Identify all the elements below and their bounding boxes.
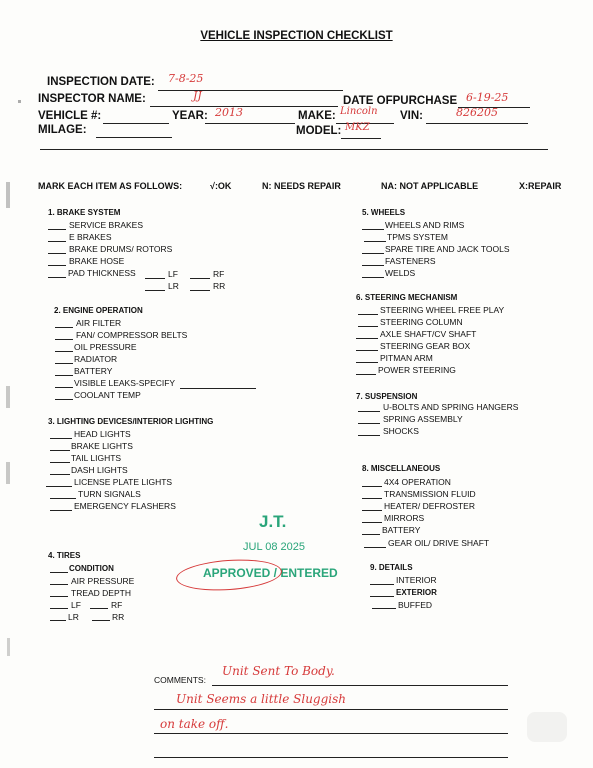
model-line	[341, 138, 381, 139]
checkbox-line[interactable]	[92, 620, 110, 621]
checkbox-line[interactable]	[55, 363, 73, 364]
item-label: SPARE TIRE AND JACK TOOLS	[385, 244, 510, 254]
tires-title: 4. TIRES	[48, 551, 81, 560]
vehicle-number-line	[103, 123, 169, 124]
tire-rr-label: RR	[112, 612, 125, 622]
checkbox-line[interactable]	[362, 534, 380, 535]
checkbox-line[interactable]	[50, 596, 68, 597]
stamp-status: APPROVED / ENTERED	[203, 566, 338, 580]
item-label: MIRRORS	[384, 513, 425, 523]
item-label: AIR FILTER	[76, 318, 122, 328]
comments-line-3	[154, 733, 508, 734]
stamp-initials: J.T.	[259, 512, 287, 531]
item-label: AIR PRESSURE	[71, 576, 135, 586]
item-label: STEERING GEAR BOX	[380, 341, 471, 351]
tire-rf-label: RF	[111, 600, 123, 610]
checkbox-line[interactable]	[362, 498, 382, 499]
checkbox-line[interactable]	[358, 423, 380, 424]
wheels-title: 5. WHEELS	[362, 208, 406, 217]
item-label: BUFFED	[398, 600, 432, 610]
checkbox-line[interactable]	[50, 510, 72, 511]
make-value[interactable]: Lincoln	[340, 106, 378, 117]
item-label: RADIATOR	[74, 354, 118, 364]
date-of-purchase-value[interactable]: 6-19-25	[466, 91, 509, 104]
checkbox-line[interactable]	[50, 450, 70, 451]
checkbox-line[interactable]	[50, 462, 70, 463]
item-label: TURN SIGNALS	[78, 489, 141, 499]
comments-line-4	[154, 757, 508, 758]
item-label: INTERIOR	[396, 575, 437, 585]
checkbox-line[interactable]	[358, 326, 378, 327]
checkbox-line[interactable]	[55, 399, 73, 400]
scan-artifact	[6, 462, 10, 484]
checkbox-line[interactable]	[50, 572, 68, 573]
checkbox-line[interactable]	[362, 522, 382, 523]
steering-title: 6. STEERING MECHANISM	[356, 293, 458, 302]
pad-rf-label: RF	[213, 269, 225, 279]
item-label: GEAR OIL/ DRIVE SHAFT	[388, 538, 490, 548]
item-label: LICENSE PLATE LIGHTS	[74, 477, 173, 487]
legend-needs-repair: N: NEEDS REPAIR	[262, 181, 341, 191]
checkbox-line[interactable]	[358, 435, 380, 436]
suspension-title: 7. SUSPENSION	[356, 392, 418, 401]
item-label: PAD THICKNESS	[68, 268, 136, 278]
date-of-purchase-label: DATE OFPURCHASE	[343, 95, 458, 107]
checkbox-line[interactable]	[190, 290, 210, 291]
comment-line-3[interactable]: on take off.	[160, 717, 229, 731]
checkbox-line[interactable]	[48, 229, 66, 230]
checkbox-line[interactable]	[358, 314, 378, 315]
item-label: 4X4 OPERATION	[384, 477, 451, 487]
checkbox-line[interactable]	[356, 362, 378, 363]
item-label: TAIL LIGHTS	[71, 453, 122, 463]
year-value[interactable]: 2013	[215, 106, 243, 119]
item-label: U-BOLTS AND SPRING HANGERS	[383, 402, 519, 412]
miscellaneous-title: 8. MISCELLANEOUS	[362, 464, 441, 473]
details-exterior-label: EXTERIOR	[396, 588, 437, 597]
item-label: SHOCKS	[383, 426, 419, 436]
legend-intro: MARK EACH ITEM AS FOLLOWS:	[38, 181, 183, 191]
tires-condition-label: CONDITION	[69, 564, 114, 573]
comments-label: COMMENTS:	[154, 675, 206, 685]
pad-lf-label: LF	[168, 269, 178, 279]
item-label: SPRING ASSEMBLY	[383, 414, 463, 424]
checkbox-line[interactable]	[362, 486, 382, 487]
item-label: STEERING COLUMN	[380, 317, 463, 327]
milage-label: MILAGE:	[38, 124, 87, 136]
comment-line-1[interactable]: Unit Sent To Body.	[222, 664, 335, 678]
vin-value[interactable]: 826205	[456, 106, 498, 119]
checkbox-line[interactable]	[50, 608, 68, 609]
inspection-date-label: INSPECTION DATE:	[47, 76, 155, 88]
item-label: BATTERY	[382, 525, 421, 535]
item-label: PITMAN ARM	[380, 353, 433, 363]
details-title: 9. DETAILS	[370, 563, 413, 572]
checkbox-line[interactable]	[362, 277, 384, 278]
legend-not-applicable: NA: NOT APPLICABLE	[381, 181, 479, 191]
comments-line-2	[154, 709, 508, 710]
scan-artifact	[527, 712, 567, 742]
item-label: OIL PRESSURE	[74, 342, 137, 352]
inspector-name-label: INSPECTOR NAME:	[38, 93, 146, 105]
pad-rr-label: RR	[213, 281, 226, 291]
make-label: MAKE:	[298, 110, 336, 122]
lighting-title: 3. LIGHTING DEVICES/INTERIOR LIGHTING	[48, 417, 214, 426]
item-label: POWER STEERING	[378, 365, 456, 375]
checkbox-line[interactable]	[50, 620, 66, 621]
item-label: HEATER/ DEFROSTER	[384, 501, 475, 511]
checkbox-line[interactable]	[362, 229, 384, 230]
checkbox-line[interactable]	[90, 608, 108, 609]
checkbox-line[interactable]	[50, 438, 72, 439]
item-label: E BRAKES	[69, 232, 112, 242]
model-value[interactable]: MKZ	[345, 122, 370, 133]
legend-repair: X:REPAIR	[519, 181, 562, 191]
scan-artifact	[6, 386, 10, 408]
tire-lr-label: LR	[68, 612, 79, 622]
checkbox-line[interactable]	[46, 486, 72, 487]
inspection-date-line	[158, 90, 343, 91]
checkbox-line[interactable]	[55, 339, 73, 340]
item-label: EMERGENCY FLASHERS	[74, 501, 176, 511]
checkbox-line[interactable]	[364, 241, 386, 242]
checkbox-line[interactable]	[50, 498, 76, 499]
checkbox-line[interactable]	[362, 510, 382, 511]
item-label: VISIBLE LEAKS-SPECIFY	[74, 378, 176, 388]
item-label: FAN/ COMPRESSOR BELTS	[76, 330, 188, 340]
brake-system-title: 1. BRAKE SYSTEM	[48, 208, 121, 217]
scan-artifact	[6, 182, 10, 208]
milage-line	[96, 137, 172, 138]
page-title: VEHICLE INSPECTION CHECKLIST	[200, 30, 393, 42]
checkbox-line[interactable]	[55, 351, 73, 352]
inspection-date-value[interactable]: 7-8-25	[168, 72, 204, 85]
checkbox-line[interactable]	[48, 277, 66, 278]
item-label: WELDS	[385, 268, 416, 278]
item-label: BRAKE LIGHTS	[71, 441, 133, 451]
stamp-date: JUL 08 2025	[243, 541, 305, 553]
inspector-name-line	[150, 106, 338, 107]
vehicle-number-label: VEHICLE #:	[38, 110, 102, 122]
item-label: BATTERY	[74, 366, 113, 376]
item-label: HEAD LIGHTS	[74, 429, 131, 439]
checkbox-line[interactable]	[372, 608, 396, 609]
checkbox-line[interactable]	[55, 387, 73, 388]
item-label: TREAD DEPTH	[71, 588, 131, 598]
checkbox-line[interactable]	[50, 474, 70, 475]
item-label: WHEELS AND RIMS	[385, 220, 465, 230]
checkbox-line[interactable]	[145, 290, 165, 291]
checkbox-line[interactable]	[358, 411, 380, 412]
item-label: TRANSMISSION FLUID	[384, 489, 476, 499]
checkbox-line[interactable]	[362, 253, 384, 254]
leaks-specify-line[interactable]	[180, 388, 256, 389]
checkbox-line[interactable]	[50, 584, 68, 585]
item-label: DASH LIGHTS	[71, 465, 128, 475]
comment-line-2[interactable]: Unit Seems a little Sluggish	[176, 692, 347, 706]
checkbox-line[interactable]	[356, 338, 378, 339]
year-label: YEAR:	[172, 110, 208, 122]
item-label: COOLANT TEMP	[74, 390, 141, 400]
checkbox-line[interactable]	[48, 265, 66, 266]
checkbox-line[interactable]	[190, 278, 210, 279]
header-divider	[40, 149, 548, 150]
checkbox-line[interactable]	[48, 253, 66, 254]
item-label: AXLE SHAFT/CV SHAFT	[380, 329, 477, 339]
approved-circle-mark	[175, 556, 283, 593]
tire-lf-label: LF	[71, 600, 81, 610]
checkbox-line[interactable]	[55, 327, 73, 328]
checkbox-line[interactable]	[356, 374, 376, 375]
item-label: SERVICE BRAKES	[69, 220, 144, 230]
comments-line-1	[212, 685, 508, 686]
checkbox-line[interactable]	[370, 584, 394, 585]
checkbox-line[interactable]	[145, 278, 165, 279]
item-label: STEERING WHEEL FREE PLAY	[380, 305, 505, 315]
scan-artifact	[7, 638, 10, 656]
vin-line	[426, 123, 528, 124]
model-label: MODEL:	[296, 125, 342, 137]
legend-ok: √:OK	[210, 181, 232, 191]
checkbox-line[interactable]	[364, 547, 386, 548]
checkbox-line[interactable]	[55, 375, 73, 376]
scan-artifact	[18, 100, 21, 103]
item-label: BRAKE HOSE	[69, 256, 125, 266]
checkbox-line[interactable]	[48, 241, 66, 242]
pad-lr-label: LR	[168, 281, 179, 291]
checkbox-line[interactable]	[362, 265, 384, 266]
checkbox-line[interactable]	[370, 596, 394, 597]
item-label: BRAKE DRUMS/ ROTORS	[69, 244, 173, 254]
item-label: FASTENERS	[385, 256, 436, 266]
engine-operation-title: 2. ENGINE OPERATION	[54, 306, 143, 315]
checkbox-line[interactable]	[356, 350, 378, 351]
inspector-name-value[interactable]: JJ	[193, 89, 202, 102]
year-line	[205, 123, 295, 124]
item-label: TPMS SYSTEM	[387, 232, 448, 242]
vin-label: VIN:	[400, 110, 423, 122]
